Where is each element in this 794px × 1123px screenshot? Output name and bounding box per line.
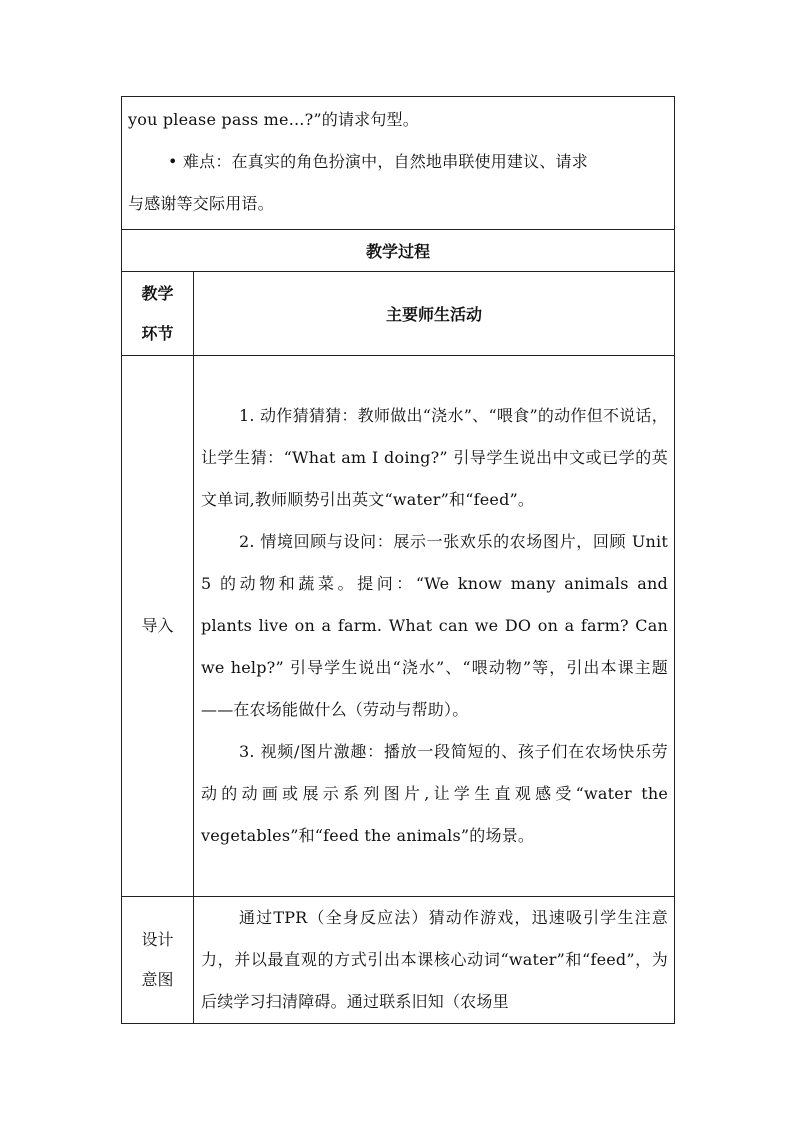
- objectives-line-1: you please pass me...?”的请求句型。: [128, 110, 419, 129]
- intro-step-1: 1. 动作猜猜猜：教师做出“浇水”、“喂食”的动作但不说话，让学生猜：“What am I doing?” 引导学生说出中文或已学的英文单词,教师顺势引出英文“water”和“feed”。: [201, 406, 668, 509]
- design-label-cell: [122, 897, 194, 1024]
- intro-label: 导入: [141, 616, 174, 635]
- intro-row: [122, 356, 675, 897]
- design-row: [122, 897, 675, 1024]
- stage-header-line-1: 教学: [141, 283, 174, 303]
- stage-header-cell: [122, 272, 194, 356]
- design-label-line-2: 意图: [141, 970, 174, 989]
- stage-header-line-2: 环节: [141, 323, 174, 343]
- design-content-cell: [194, 897, 675, 1024]
- objectives-cell: [122, 97, 675, 230]
- difficulty-bullet: • 难点：在真实的角色扮演中，自然地串联使用建议、请求: [168, 152, 588, 171]
- column-header-row: [122, 272, 675, 356]
- section-title-cell: [122, 230, 675, 272]
- intro-content-cell: [194, 356, 675, 897]
- section-title: 教学过程: [365, 242, 430, 261]
- intro-label-cell: [122, 356, 194, 897]
- activities-header: 主要师生活动: [385, 305, 482, 324]
- intro-step-2: 2. 情境回顾与设问：展示一张欢乐的农场图片，回顾 Unit 5 的动物和蔬菜。提问：“We know many animals and plants live on a farm. What can we DO on a farm? Can we help?” 引导学生说出“浇水”、“喂动物”等，引出本课主题——在农场能做什么（劳动与帮助）。: [201, 532, 668, 719]
- design-text: 通过TPR（全身反应法）猜动作游戏，迅速吸引学生注意力，并以最直观的方式引出本课核心动词“water”和“feed”，为后续学习扫清障碍。通过联系旧知（农场里: [201, 908, 668, 1011]
- section-title-row: [122, 230, 675, 272]
- activities-header-cell: [194, 272, 675, 356]
- design-label-line-1: 设计: [141, 930, 174, 949]
- intro-step-3: 3. 视频/图片激趣：播放一段简短的、孩子们在农场快乐劳动的动画或展示系列图片,让学生直观感受“water the vegetables”和“feed the animals”的场景。: [201, 742, 668, 845]
- objectives-line-3: 与感谢等交际用语。: [128, 194, 274, 213]
- lesson-plan-table: [121, 96, 675, 1024]
- objectives-row: [122, 97, 675, 230]
